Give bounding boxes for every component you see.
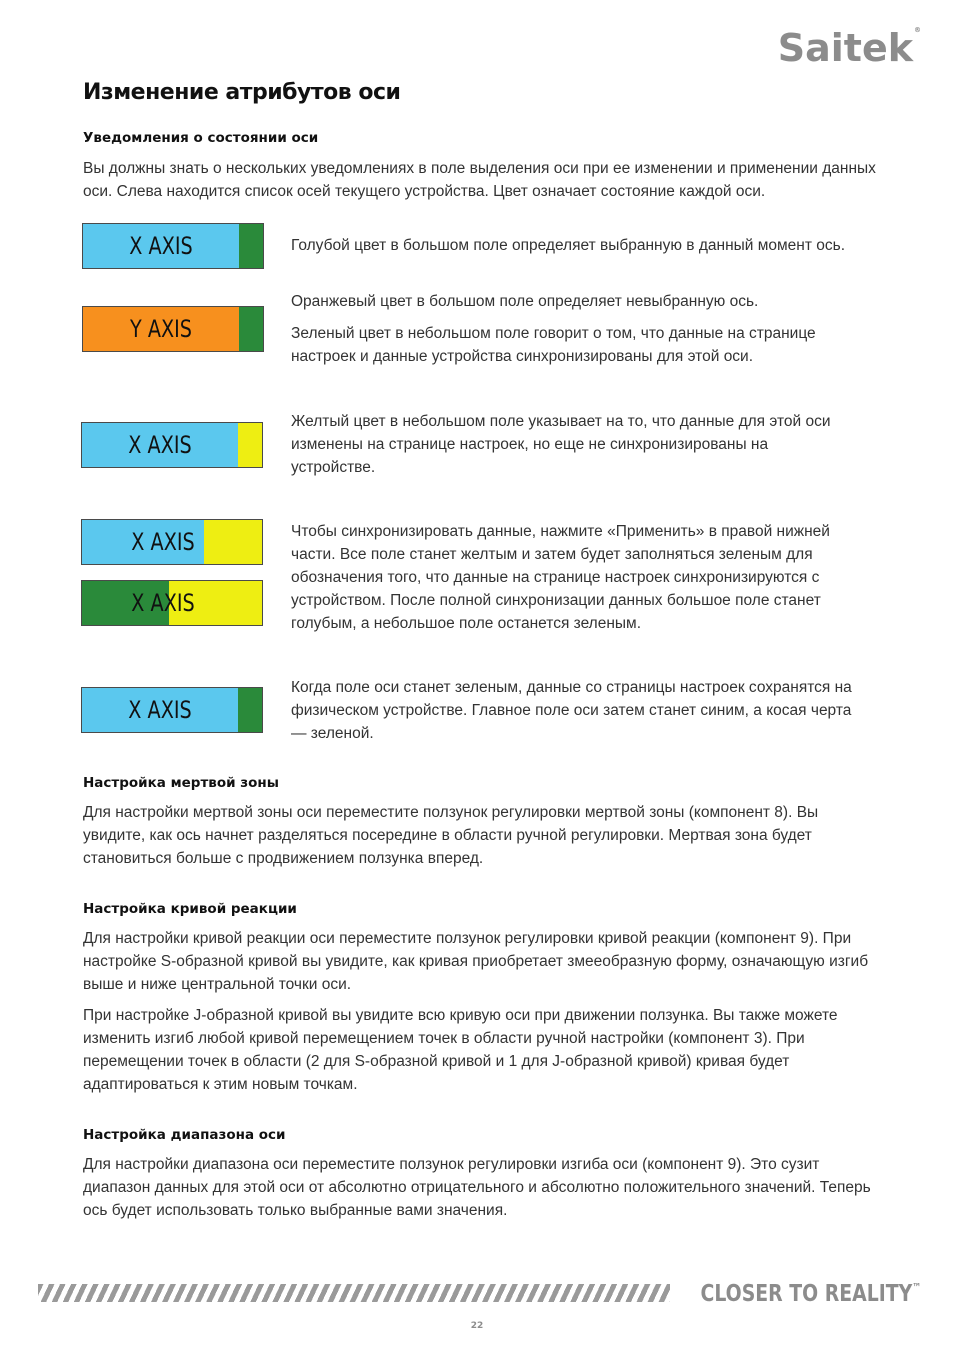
deadzone-text: Для настройки мертвой зоны оси переместите ползунок регулировки мертвой зоны (компонент 8). Вы увидите, как ось начнет разделяться посередине в области ручной регулировки. Мертвая зона будет становиться больше с продвижением ползунка вперед. [83, 804, 819, 867]
footer-stripes [38, 1284, 670, 1302]
axis-box-syncing-start [81, 519, 263, 565]
axis-label: X AXIS [129, 232, 193, 260]
saitek-logo: Saitek® [777, 26, 921, 70]
heading-range: Настройка диапазона оси [83, 1127, 286, 1143]
axis-box-modified [81, 422, 263, 468]
desc-modified: Желтый цвет в небольшом поле указывает на то, что данные для этой оси изменены на странице настроек, но еще не синхронизированы на устройстве. [291, 413, 831, 476]
axis-label: Y AXIS [130, 315, 192, 343]
axis-sync-field [239, 224, 263, 268]
heading-deadzone: Настройка мертвой зоны [83, 775, 279, 791]
axis-box-selected [82, 223, 264, 269]
page-number: 22 [470, 1321, 484, 1331]
range-text: Для настройки диапазона оси переместите ползунок регулировки изгиба оси (компонент 9). Это сузит диапазон данных для этой оси от абсолютно отрицательного и абсолютно положительного значений. Теперь ось будет использовать только выбранные вами значения. [83, 1156, 871, 1219]
desc-syncing: Чтобы синхронизировать данные, нажмите «Применить» в правой нижней части. Все поле станет желтым и затем будет заполняться зеленым для обозначения того, что данные на странице настроек синхронизируются с устройством. После полной синхронизации данных большое поле станет голубым, а небольшое поле останется зеленым. [291, 523, 830, 632]
axis-label: X AXIS [128, 696, 192, 724]
axis-sync-field [239, 307, 263, 351]
axis-label: X AXIS [131, 589, 195, 617]
axis-sync-field [238, 688, 262, 732]
axis-box-syncing-progress [81, 580, 263, 626]
axis-label: X AXIS [128, 431, 192, 459]
curve-text-2: При настройке J-образной кривой вы увидите всю кривую оси при движении ползунка. Вы также можете изменить изгиб любой кривой перемещением точек в области ручной настройки (компонент 3). При перемещении точек в области (2 для S-образной кривой и 1 для J-образной кривой) кривая будет адаптироваться к этим новым точкам. [83, 1007, 838, 1093]
axis-box-saved [81, 687, 263, 733]
notifications-intro: Вы должны знать о нескольких уведомлениях в поле выделения оси при ее изменении и применении данных оси. Слева находится список осей текущего устройства. Цвет означает состояние каждой оси. [83, 160, 876, 200]
axis-label: X AXIS [131, 528, 195, 556]
footer-tagline: CLOSER TO REALITY™ [700, 1281, 921, 1307]
axis-sync-field [238, 423, 262, 467]
desc-unselected: Оранжевый цвет в большом поле определяет невыбранную ось. [291, 293, 759, 310]
heading-notifications: Уведомления о состоянии оси [83, 130, 319, 146]
desc-selected: Голубой цвет в большом поле определяет выбранную в данный момент ось. [291, 237, 846, 254]
desc-saved: Когда поле оси станет зеленым, данные со страницы настроек сохранятся на физическом устройстве. Главное поле оси затем станет синим, а косая черта — зеленой. [291, 679, 852, 742]
desc-synced: Зеленый цвет в небольшом поле говорит о том, что данные на странице настроек и данные устройства синхронизированы для этой оси. [291, 325, 816, 365]
page-title: Изменение атрибутов оси [83, 80, 401, 105]
curve-text-1: Для настройки кривой реакции оси переместите ползунок регулировки кривой реакции (компонент 9). При настройке S-образной кривой вы увидите, как кривая приобретает змееобразную форму, означающую изгиб выше и ниже центральной точки оси. [83, 930, 869, 993]
axis-box-unselected [82, 306, 264, 352]
heading-curve: Настройка кривой реакции [83, 901, 297, 917]
